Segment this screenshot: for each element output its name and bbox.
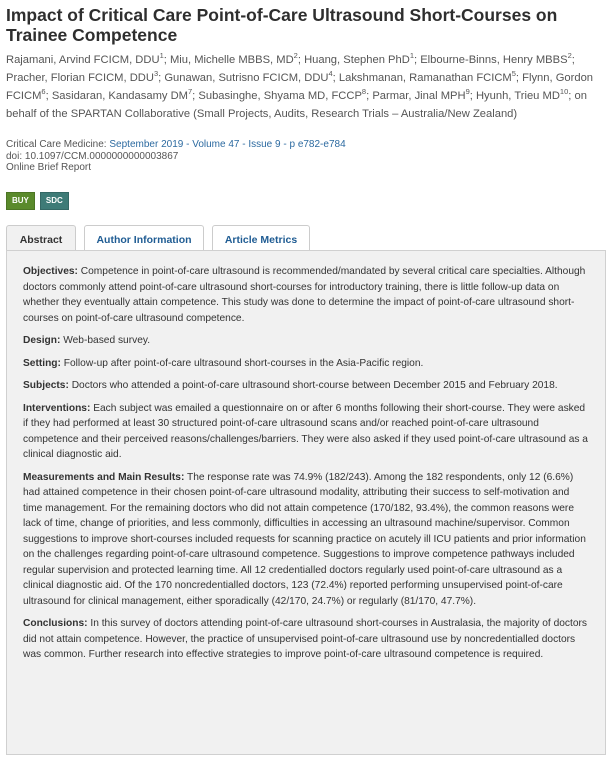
section-text: Each subject was emailed a questionnaire on or after 6 months following their short-course. They were asked if they had performed at least 30 structured point-of-care ultrasound scans and/or reached point-of-care ultrasound competence and their perceived reasons/challenges/barriers. They were also asked if they used point-of-care ultrasound as a clinical diagnostic aid. — [23, 402, 588, 460]
section-text: In this survey of doctors attending point-of-care ultrasound short-courses in Australasia, the majority of doctors did not attain competence. However, the practice of unsupervised point-of-care ultrasound use by noncredentialled doctors was common. Further research into effective strategies to improve point-of-care ultrasound competence is required. — [23, 618, 587, 660]
author-affiliation[interactable]: 6 — [41, 87, 46, 96]
section-label: Interventions: — [23, 402, 91, 414]
section-label: Measurements and Main Results: — [23, 471, 185, 483]
author-name[interactable]: Rajamani, Arvind FCICM, DDU — [6, 54, 160, 66]
author-name[interactable]: Flynn, Gordon FCICM — [6, 72, 594, 102]
abstract-objectives — [23, 264, 589, 326]
section-text: Doctors who attended a point-of-care ultrasound short-course between December 2015 and February 2018. — [71, 380, 558, 391]
section-text: Competence in point-of-care ultrasound is recommended/mandated by several critical care specialties. Although doctors commonly attend point-of-care ultrasound short-courses for introductory training, there is little follow-up data on whether they eventually attain competence. This study was done to determine the impact of point-of-care ultrasound short-courses on point-of-care ultrasound competence. — [23, 266, 586, 324]
section-label: Conclusions: — [23, 618, 88, 629]
author-affiliation[interactable]: 3 — [153, 69, 159, 78]
author-name[interactable]: Miu, Michelle MBBS, MD — [169, 54, 294, 66]
author-name[interactable]: Huang, Stephen PhD — [304, 54, 410, 66]
author-name[interactable]: Parmar, Jinal MPH — [372, 90, 466, 102]
report-type: Online Brief Report — [6, 162, 92, 173]
article-title: Impact of Critical Care Point-of-Care Ultrasound Short-Courses on Trainee Competence — [6, 5, 558, 45]
buy-button[interactable]: BUY — [6, 192, 35, 210]
section-label: Subjects: — [23, 380, 69, 391]
section-text: Follow-up after point-of-care ultrasound short-courses in the Asia-Pacific region. — [63, 357, 424, 369]
author-affiliation[interactable]: 9 — [465, 87, 470, 96]
tab-abstract[interactable]: Abstract — [6, 225, 76, 257]
abstract-design — [23, 333, 589, 349]
author-affiliation[interactable]: 1 — [409, 51, 414, 60]
publication-meta — [6, 139, 608, 174]
author-name[interactable]: Gunawan, Sutrisno FCICM, DDU — [164, 72, 329, 84]
author-name[interactable]: Sasidaran, Kandasamy DM — [51, 90, 188, 102]
abstract-interventions — [23, 401, 589, 463]
author-name[interactable]: Subasinghe, Shyama MD, FCCP — [198, 90, 362, 102]
tab-article-metrics[interactable]: Article Metrics — [212, 225, 310, 255]
issue-link[interactable]: September 2019 - Volume 47 - Issue 9 - p e782-e784 — [109, 139, 346, 150]
sdc-button[interactable]: SDC — [40, 192, 69, 210]
author-affiliation[interactable]: 7 — [188, 87, 193, 96]
doi[interactable]: doi: 10.1097/CCM.0000000000003867 — [6, 150, 179, 162]
author-name[interactable]: Lakshmanan, Ramanathan FCICM — [338, 72, 512, 84]
author-affiliation[interactable]: 2 — [567, 51, 572, 60]
abstract-subjects — [23, 378, 589, 394]
author-name[interactable]: Pracher, Florian FCICM, DDU — [6, 72, 154, 84]
collaborative-note: on behalf of the SPARTAN Collaborative (Small Projects, Audits, Research Trials – Australia/New Zealand) — [6, 90, 587, 120]
section-text: The response rate was 74.9% (182/243). Among the 182 respondents, only 12 (6.6%) had attained competence in their chosen point-of-care ultrasound modality, attributing their success to self-motivation and time management. For the remaining doctors who did not attain competence (170/182, 93.4%), the common reasons were lack of time, change of priorities, and less commonly, difficulties in accessing an ultrasound machine/supervisor. Common suggestions to improve short-courses included requests for scanning practice on acutely ill ICU patients and prior information on the challenges regarding point-of-care ultrasound competence. Suggestions to improve competence pathways included regular supervision and protected learning time. All 12 credentialled doctors regularly used point-of-care ultrasound as a clinical diagnostic aid. Of the 170 noncredentialled doctors, 123 (72.4%) reported performing unsupervised point-of-care ultrasound for clinical management, either sporadically (42/170, 24.7%) or regularly (81/170, 47.7%). — [23, 471, 586, 607]
abstract-results — [23, 470, 589, 610]
journal-line — [6, 139, 608, 151]
section-text: Web-based survey. — [63, 335, 151, 346]
abstract-panel — [6, 250, 606, 755]
abstract-setting — [23, 356, 589, 372]
author-affiliation[interactable]: 2 — [293, 51, 298, 60]
badge-row — [6, 192, 608, 210]
author-affiliation[interactable]: 1 — [159, 51, 164, 60]
author-affiliation[interactable]: 10 — [559, 87, 569, 96]
author-name[interactable]: Hyunh, Trieu MD — [475, 90, 560, 102]
section-label: Objectives: — [23, 266, 78, 277]
author-affiliation[interactable]: 4 — [328, 69, 333, 78]
section-label: Setting: — [23, 357, 61, 369]
section-label: Design: — [23, 335, 61, 346]
author-affiliation[interactable]: 5 — [511, 69, 516, 78]
author-list: Rajamani, Arvind FCICM, DDU$^1$; Miu, Michelle MBBS, $MD^2$; Huang, Stephen PhD$^1$; Elbourne-Binns, Henry MBBS$^2$; Pracher, Florian FCICM, DDU$^3$; Gunawan, Sutrisno FCICM, DDU$^4$; Lakshmanan, Ramanathan FCICM$^5$; Flynn, Gordon FCICM$^6$; Sasidaran, Kandasamy $DM^7$; Subasinghe, Shyama MD, FCCP$^8$; Parmar, Jinal MPH$^9$; Hyunh, Trieu MD$^{10}$; on behalf of the SPARTAN Collaborative (Small Projects, Audits, Research Trials – Australia/New Zealand) — [6, 51, 594, 120]
tab-author-information[interactable]: Author Information — [84, 225, 204, 255]
author-affiliation[interactable]: 8 — [361, 87, 367, 96]
journal-name: Critical Care Medicine: — [6, 139, 107, 150]
abstract-conclusions — [23, 616, 589, 663]
author-name[interactable]: Elbourne-Binns, Henry MBBS — [420, 54, 568, 66]
